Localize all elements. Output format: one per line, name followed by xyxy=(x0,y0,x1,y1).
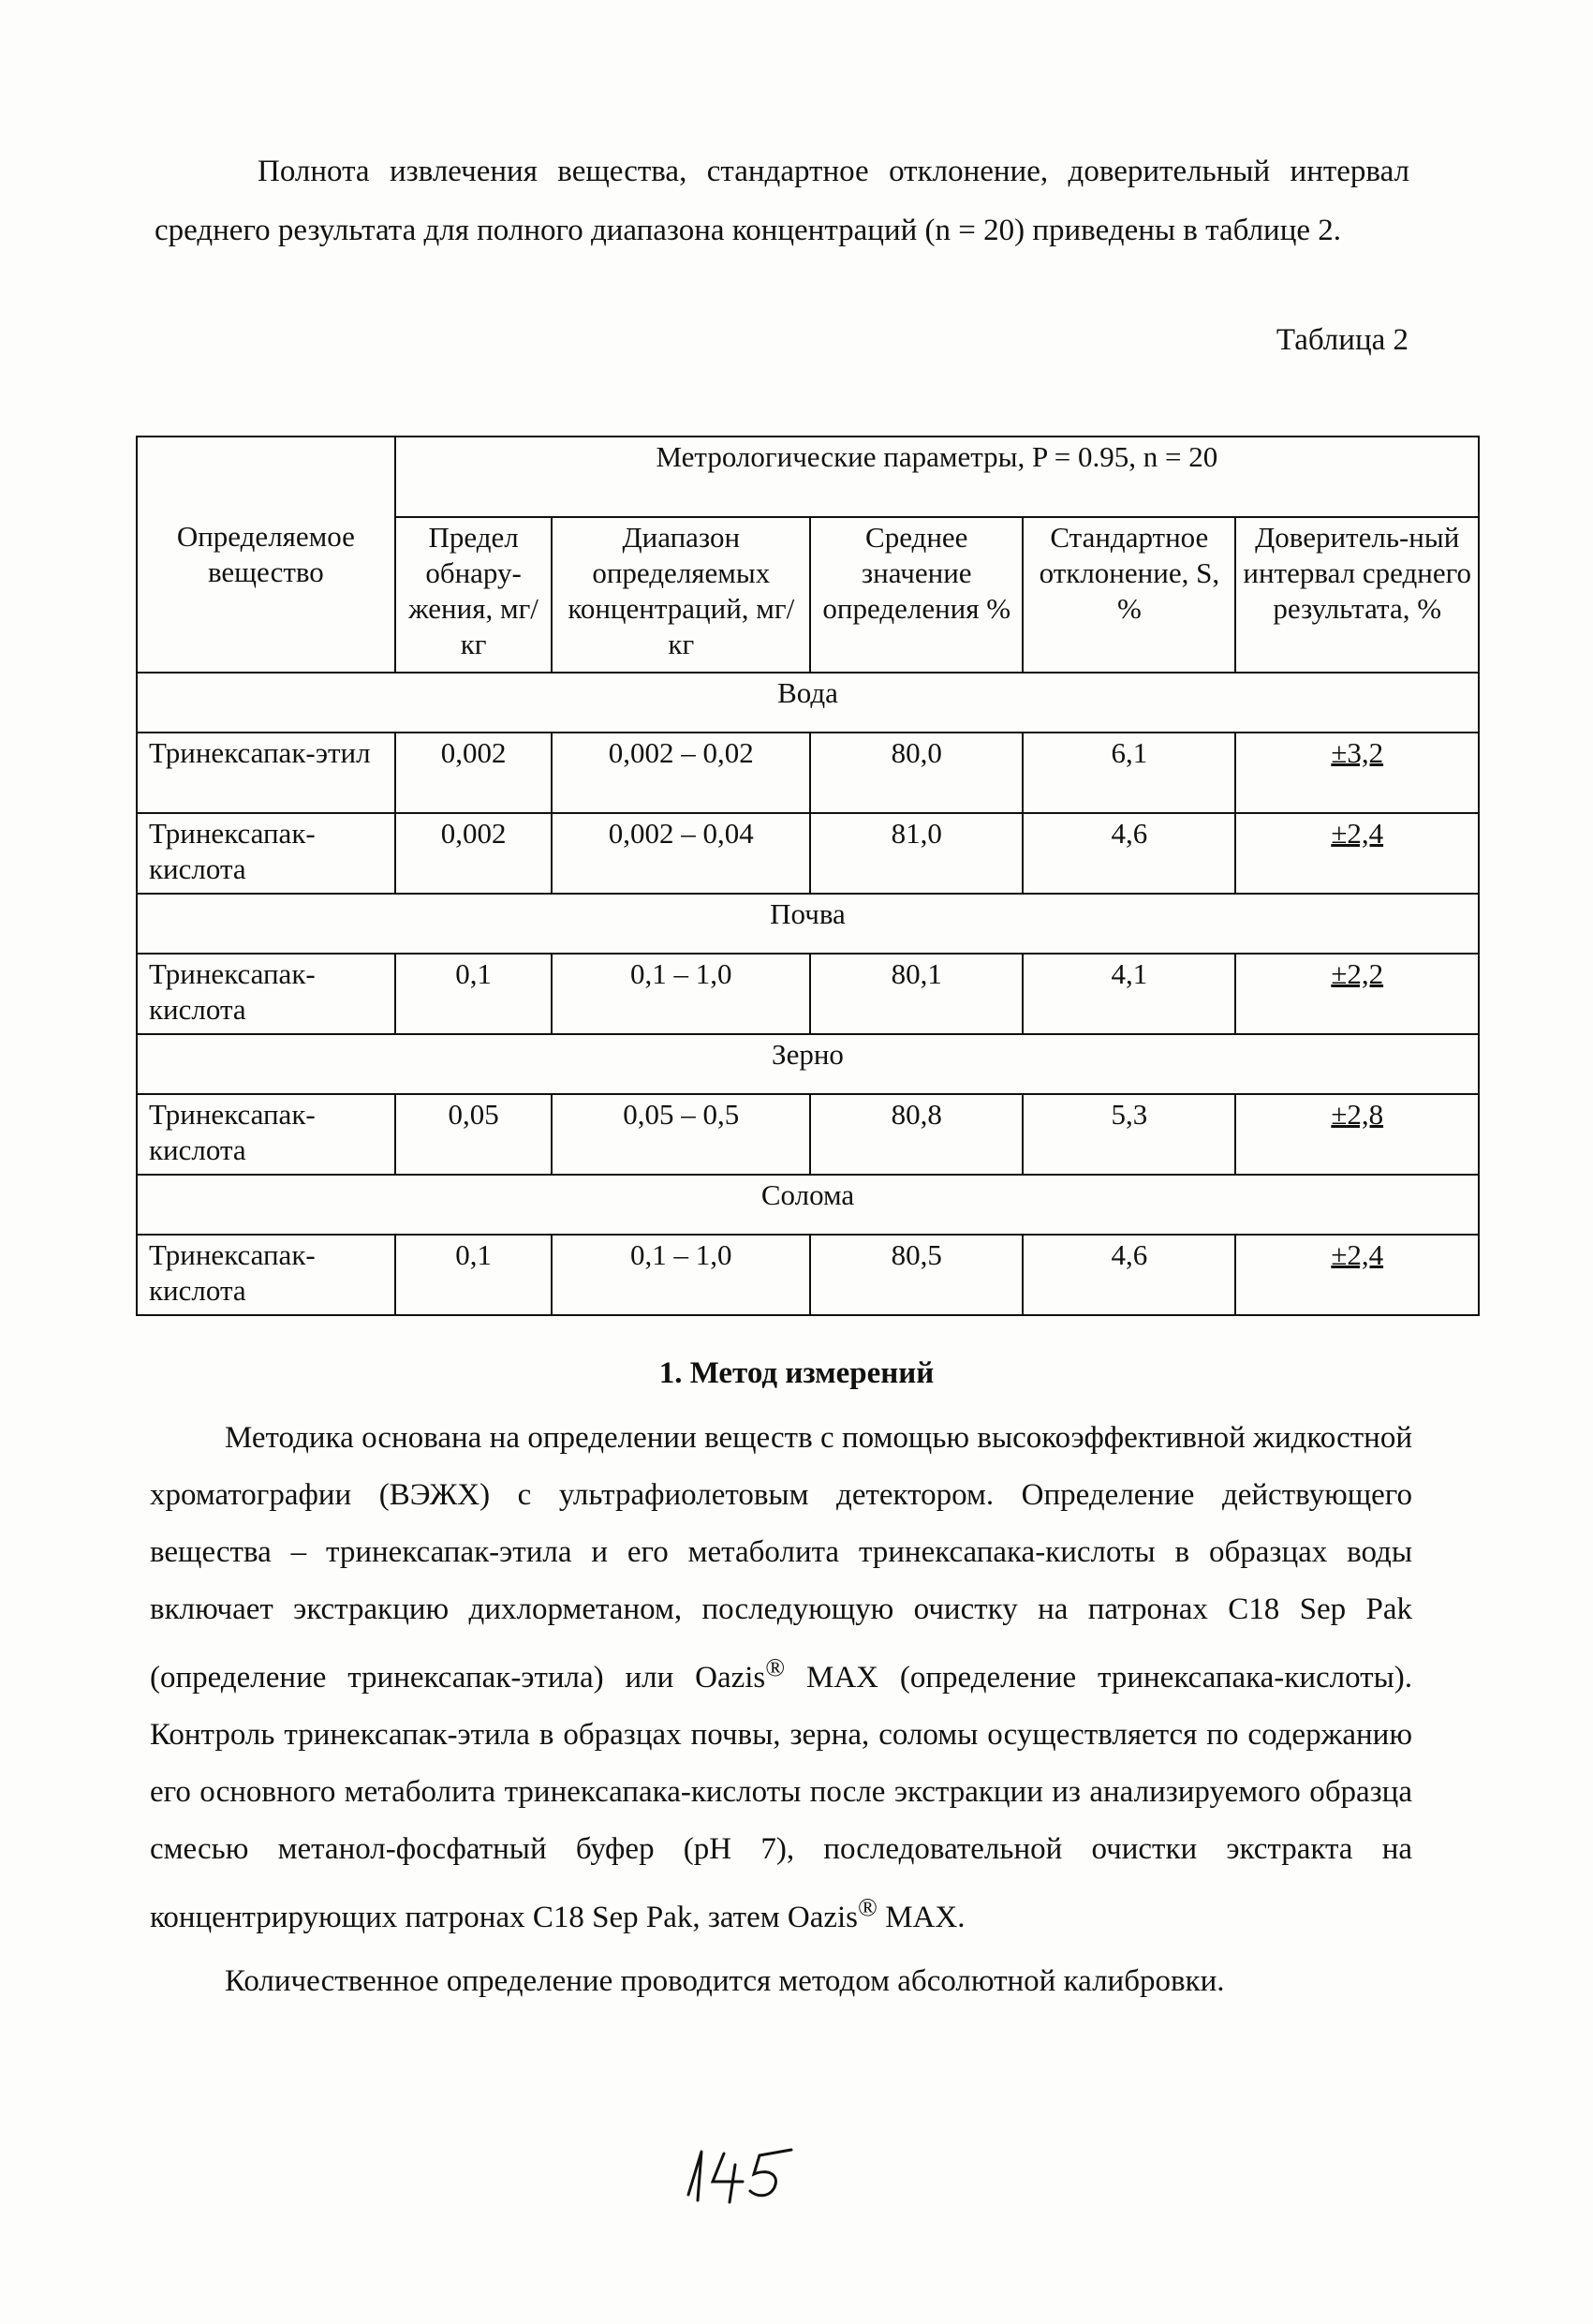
ci-cell xyxy=(1235,1235,1479,1315)
range-cell: 0,05 – 0,5 xyxy=(552,1094,810,1175)
limit-cell: 0,002 xyxy=(395,733,553,813)
table-row xyxy=(137,733,1479,813)
substance-name: Тринексапак-кислота xyxy=(137,954,395,1034)
limit-cell: 0,05 xyxy=(395,1094,553,1175)
section-title-water: Вода xyxy=(137,673,1479,733)
intro-paragraph: Полнота извлечения вещества, стандартное отклонение, доверительный интервал среднего результата для полного диапазона концентраций (n = 20) приведены в таблице 2. xyxy=(155,155,1409,247)
registered-mark: ® xyxy=(765,1652,786,1681)
std-cell: 5,3 xyxy=(1023,1094,1235,1175)
range-cell: 0,002 – 0,04 xyxy=(552,813,810,894)
ci-cell xyxy=(1235,954,1479,1034)
section-heading: 1. Метод измерений xyxy=(658,1356,935,1390)
mean-cell: 80,0 xyxy=(810,733,1023,813)
column-header-range: Диапазон определяемых концентраций, мг/кг xyxy=(552,517,810,673)
substance-name: Тринексапак-кислота xyxy=(137,813,395,894)
ci-value: ±2,4 xyxy=(1331,1238,1384,1271)
table-row xyxy=(137,954,1479,1034)
table-row xyxy=(137,813,1479,894)
substance-name: Тринексапак-кислота xyxy=(137,1094,395,1175)
limit-cell: 0,002 xyxy=(395,813,553,894)
range-cell: 0,002 – 0,02 xyxy=(552,733,810,813)
std-cell: 4,6 xyxy=(1023,1235,1235,1315)
column-header-ci: Доверитель-ный интервал среднего результата, % xyxy=(1235,517,1479,673)
mean-cell: 80,1 xyxy=(810,954,1023,1034)
column-header-mean: Среднее значение определения % xyxy=(810,517,1023,673)
handwritten-page-number xyxy=(670,2140,819,2215)
ci-value: ±2,4 xyxy=(1331,817,1384,850)
method-paragraph xyxy=(150,1410,1412,1947)
ci-value: ±2,2 xyxy=(1331,957,1384,990)
handwritten-page-number-glyph xyxy=(670,2140,819,2215)
metrology-table xyxy=(136,436,1480,1316)
mean-cell: 81,0 xyxy=(810,813,1023,894)
column-header-std: Стандартное отклонение, S, % xyxy=(1023,517,1235,673)
mean-cell: 80,5 xyxy=(810,1235,1023,1315)
ci-value: ±3,2 xyxy=(1331,736,1384,769)
quantification-paragraph: Количественное определение проводится методом абсолютной калибровки. xyxy=(225,1964,1225,1998)
substance-name: Тринексапак-кислота xyxy=(137,1235,395,1315)
method-text-part2: MAX (определение тринексапака-кислоты). Контроль тринексапак-этила в образцах почвы, зерна, соломы осуществляется по содержанию его основного метаболита тринексапака-кислоты после экстракции из анализируемого образца смесью метанол-фосфатный буфер (pH 7), последовательной очистки экстракта на концентрирующих патронах C18 Sep Pak, затем Oazis xyxy=(150,1661,1412,1934)
limit-cell: 0,1 xyxy=(395,954,553,1034)
limit-cell: 0,1 xyxy=(395,1235,553,1315)
ci-cell xyxy=(1235,1094,1479,1175)
table-row xyxy=(137,1235,1479,1315)
std-cell: 6,1 xyxy=(1023,733,1235,813)
params-header: Метрологические параметры, P = 0.95, n = 20 xyxy=(395,437,1479,517)
method-text-part3: MAX. xyxy=(877,1901,966,1934)
range-cell: 0,1 – 1,0 xyxy=(552,954,810,1034)
substance-name: Тринексапак-этил xyxy=(137,733,395,813)
section-title-straw: Солома xyxy=(137,1175,1479,1235)
ci-cell xyxy=(1235,733,1479,813)
std-cell: 4,6 xyxy=(1023,813,1235,894)
section-title-grain: Зерно xyxy=(137,1034,1479,1094)
ci-value: ±2,8 xyxy=(1331,1098,1384,1131)
mean-cell: 80,8 xyxy=(810,1094,1023,1175)
std-cell: 4,1 xyxy=(1023,954,1235,1034)
table-caption: Таблица 2 xyxy=(1276,323,1409,357)
registered-mark: ® xyxy=(858,1892,878,1921)
section-title-soil: Почва xyxy=(137,894,1479,954)
range-cell: 0,1 – 1,0 xyxy=(552,1235,810,1315)
column-header-limit: Предел обнару-жения, мг/кг xyxy=(395,517,553,673)
method-text-part1: Методика основана на определении веществ с помощью высокоэффективной жидкостной хроматографии (ВЭЖХ) с ультрафиолетовым детектором. Определение действующего вещества – тринексапак-этила и его метаболита тринексапака-кислоты в образцах воды включает экстракцию дихлорметаном, последующую очистку на патронах C18 Sep Pak (определение тринексапак-этила) или Oazis xyxy=(150,1421,1412,1695)
ci-cell xyxy=(1235,813,1479,894)
substance-header: Определяемое вещество xyxy=(137,437,395,673)
table-row xyxy=(137,1094,1479,1175)
